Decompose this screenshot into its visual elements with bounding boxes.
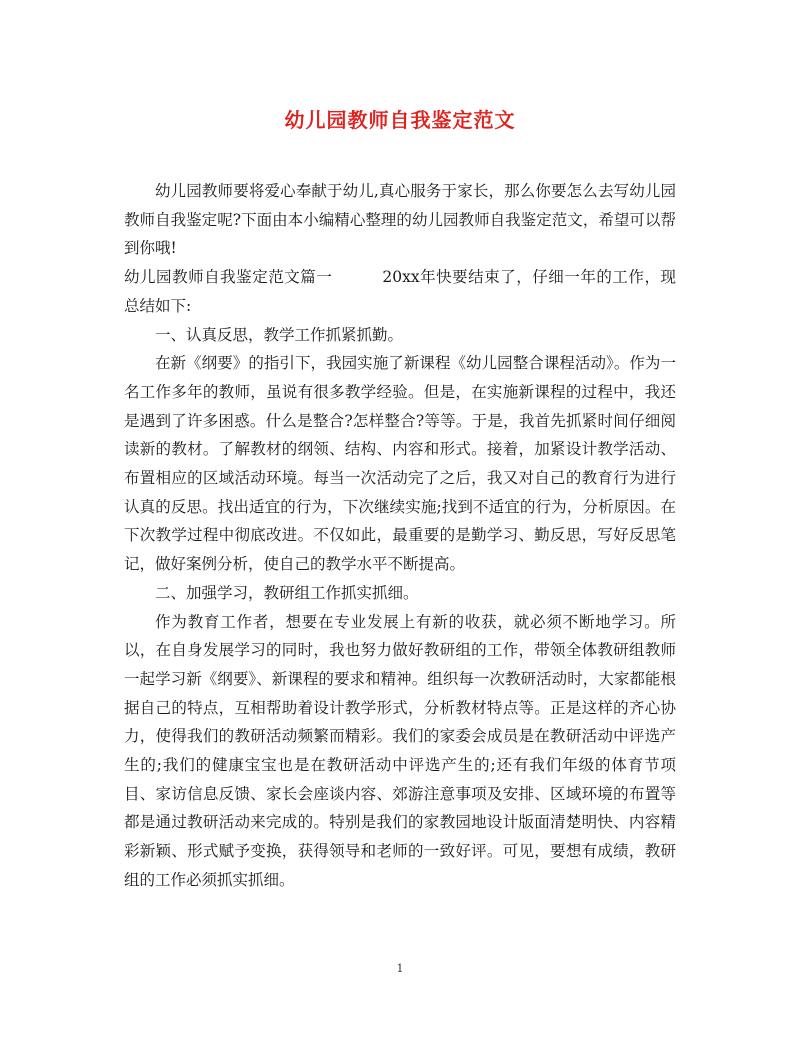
paragraph-2: 作为教育工作者，想要在专业发展上有新的收获，就必须不断地学习。所以，在自身发展学习的同时，我也努力做好教研组的工作，带领全体教研组教师一起学习新《纲要》、新课程的要求和精神。组织每一次教研活动时，大家都能根据自己的特点，互相帮助着设计教学形式，分析教材特点等。正是这样的齐心协力，使得我们的教研活动频繁而精彩。我们的家委会成员是在教研活动中评选产生的;我们的健康宝宝也是在教研活动中评选产生的;还有我们年级的体育节项目、家访信息反馈、家长会座谈内容、郊游注意事项及安排、区域环境的布置等都是通过教研活动来完成的。特别是我们的家教园地设计版面清楚明快、内容精彩新颖、形式赋予变换，获得领导和老师的一致好评。可见，要想有成绩，教研组的工作必须抓实抓细。 <box>124 612 676 889</box>
paragraph-1: 在新《纲要》的指引下，我园实施了新课程《幼儿园整合课程活动》。作为一名工作多年的教师，虽说有很多教学经验。但是，在实施新课程的过程中，我还是遇到了许多困惑。什么是整合?怎样整合?等等。于是，我首先抓紧时间仔细阅读新的教材。了解教材的纲领、结构、内容和形式。接着，加紧设计教学活动、布置相应的区域活动环境。每当一次活动完了之后，我又对自己的教育行为进行认真的反思。找出适宜的行为，下次继续实施;找到不适宜的行为，分析原因。在下次教学过程中彻底改进。不仅如此，最重要的是勤学习、勤反思，写好反思笔记，做好案例分析，使自己的教学水平不断提高。 <box>124 354 676 574</box>
section-heading: 幼儿园教师自我鉴定范文篇一 <box>124 268 333 287</box>
document-title: 幼儿园教师自我鉴定范文 <box>284 108 516 132</box>
heading-2: 二、加强学习，教研组工作抓实抓细。 <box>155 583 419 602</box>
page-number: 1 <box>396 962 404 975</box>
section-lead: 20xx年快要结束了，仔细一年的工作，现总结如下: <box>124 268 676 315</box>
section-heading-line <box>124 263 676 320</box>
document-body <box>124 177 676 895</box>
intro-paragraph: 幼儿园教师要将爱心奉献于幼儿,真心服务于家长，那么你要怎么去写幼儿园教师自我鉴定呢?下面由本小编精心整理的幼儿园教师自我鉴定范文，希望可以帮到你哦! <box>124 182 676 258</box>
heading-1: 一、认真反思，教学工作抓紧抓勤。 <box>155 325 404 344</box>
